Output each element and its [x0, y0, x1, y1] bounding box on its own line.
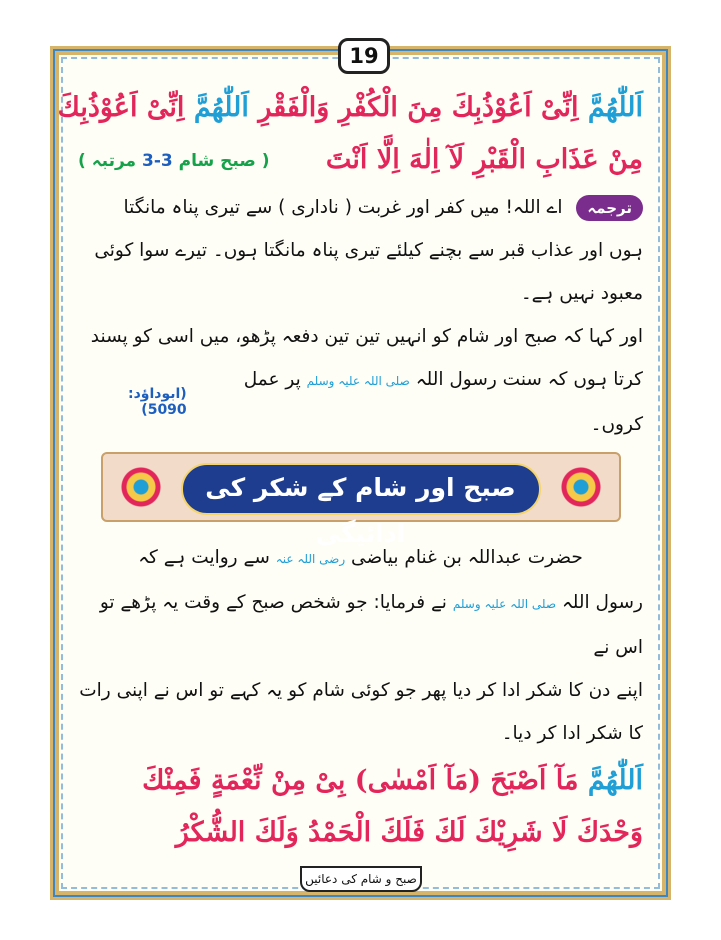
translation-line3: معبود نہیں ہے۔ — [520, 283, 643, 304]
ornament-right-icon — [553, 462, 609, 512]
allahumma-word-3: اَللّٰهُمَّ — [587, 765, 643, 796]
footer-book-title: صبح و شام کی دعائیں — [300, 866, 422, 892]
page-number: 19 — [338, 38, 390, 74]
allahumma-word-2: اَللّٰهُمَّ — [193, 92, 249, 123]
note-count: 3-3 — [142, 150, 173, 171]
hadith-line3: اپنے دن کا شکر ادا کر دیا پھر جو کوئی شام کو یہ کہے تو اس نے اپنی رات — [79, 680, 643, 701]
page-content — [57, 82, 643, 862]
note-prefix: ( صبح شام — [178, 150, 270, 171]
hadith-line1-post: سے روایت ہے کہ — [138, 547, 270, 568]
instruction-line2-row — [78, 358, 643, 446]
dua2-line1-text: مَآ اَصْبَحَ (مَآ اَمْسٰی) بِیْ مِنْ نِّعْمَةٍ فَمِنْكَ — [142, 765, 579, 796]
instruction-line2 — [187, 358, 643, 446]
hadith-reference — [78, 386, 187, 418]
section-heading: صبح اور شام کے شکر کی ادائیگی — [181, 463, 541, 515]
hadith-line2-pre: رسول اللہ — [561, 592, 643, 613]
section-heading-banner — [101, 452, 621, 548]
dua1-line1-text-2: اِنِّیْ اَعُوْذُبِكَ — [57, 92, 185, 123]
reference-book: (ابوداؤد: — [127, 386, 187, 402]
salutation-mark: صلی اللہ علیہ وسلم — [306, 374, 410, 388]
translation-line1 — [78, 186, 643, 229]
note-suffix: مرتبہ ) — [78, 150, 137, 171]
translation-text-1: اے اللہ! میں کفر اور غربت ( ناداری ) سے تیری پناہ مانگتا — [123, 197, 563, 218]
allahumma-word: اَللّٰهُمَّ — [587, 92, 643, 123]
instruction-line2-post: پر عمل کروں۔ — [243, 369, 643, 435]
dua1-line1-text: اِنِّیْ اَعُوْذُبِكَ مِنَ الْكُفْرِ وَالْفَقْرِ — [258, 92, 579, 123]
instruction-line2-pre: کرتا ہوں کہ سنت رسول اللہ — [415, 369, 643, 390]
reference-number: 5090) — [141, 402, 187, 418]
hadith-line4: کا شکر ادا کر دیا۔ — [501, 723, 643, 744]
translation-line2: ہوں اور عذاب قبر سے بچنے کیلئے تیری پناہ مانگتا ہوں۔ تیرے سوا کوئی — [94, 240, 643, 261]
dua2-line2: وَحْدَكَ لَا شَرِيْكَ لَكَ فَلَكَ الْحَمْدُ وَلَكَ الشُّكْرُ — [175, 817, 643, 848]
hadith-line2 — [78, 581, 643, 669]
salutation-mark-2: صلی اللہ علیہ وسلم — [452, 597, 557, 611]
hadith-line1-pre: حضرت عبداللہ بن غنام بیاضی — [351, 547, 583, 568]
translation-badge: ترجمہ — [576, 195, 643, 221]
dua1-line2: مِنْ عَذَابِ الْقَبْرِ لَآ اِلٰهَ اِلَّا اَنْتَ — [325, 144, 643, 175]
ornament-left-icon — [113, 462, 169, 512]
dua1-line2-row — [78, 134, 643, 186]
radiallahu-mark: رضی اللہ عنہ — [275, 552, 346, 566]
dua1-repeat-note — [78, 150, 269, 171]
hadith-line2-post: نے فرمایا: جو شخص صبح کے وقت یہ پڑھے تو اس نے — [99, 592, 643, 658]
dua2-line1 — [78, 755, 643, 807]
instruction-line1: اور کہا کہ صبح اور شام کو انہیں تین تین دفعہ پڑھو، میں اسی کو پسند — [90, 326, 643, 347]
dua1-line1 — [57, 82, 643, 134]
